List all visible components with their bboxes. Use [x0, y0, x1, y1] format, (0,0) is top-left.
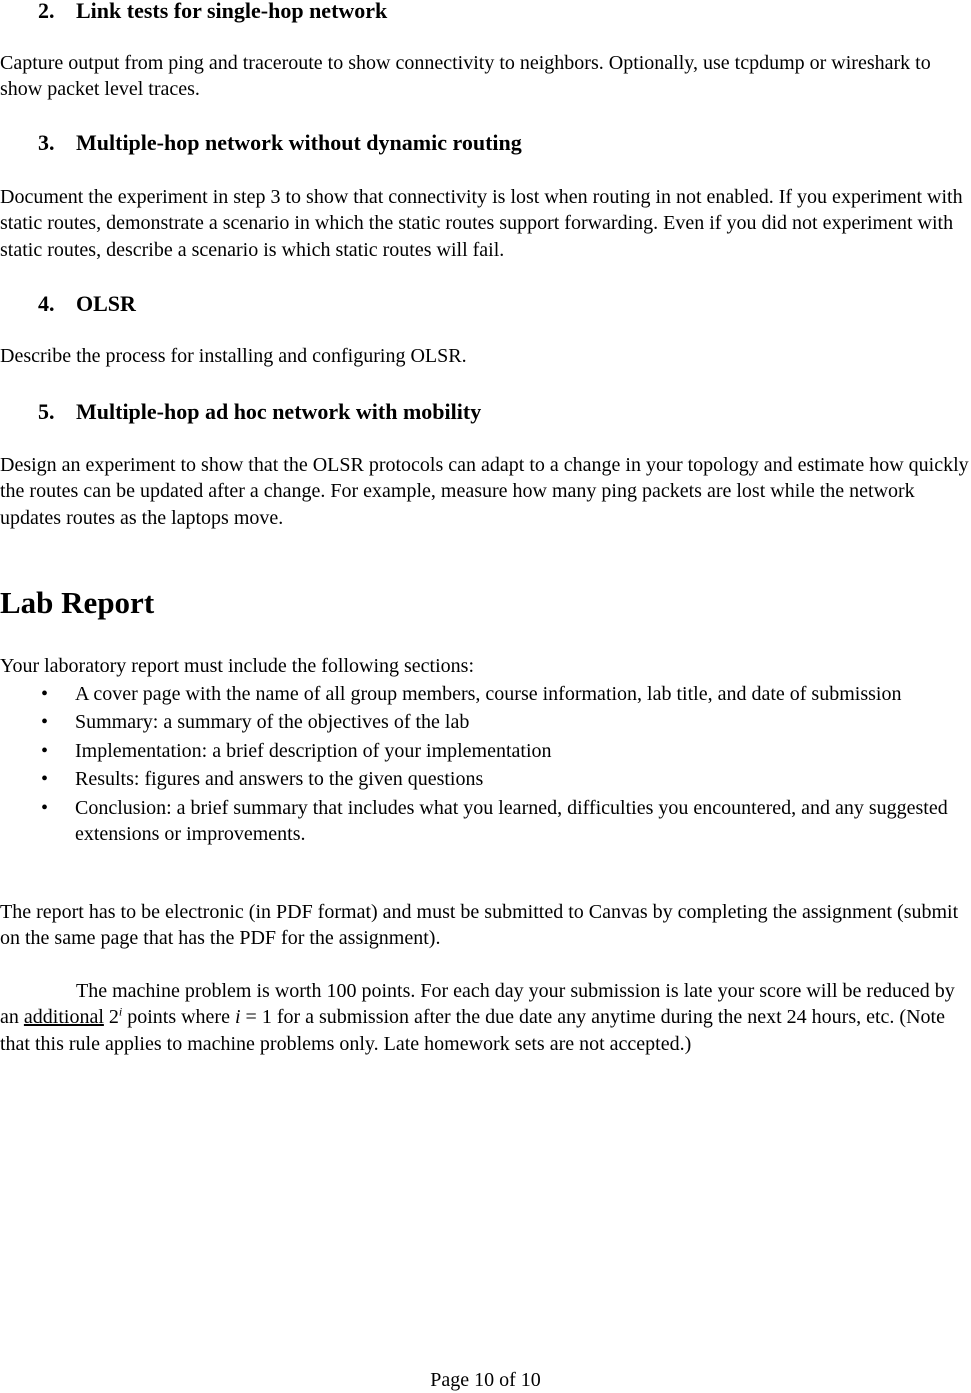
section-5-number: 5. [38, 399, 55, 424]
grading-text-1: The machine problem is worth 100 points. For each day your submission is late your score will be reduced by an [0, 980, 955, 1029]
section-4-number: 4. [38, 291, 55, 316]
lab-report-heading: Lab Report [0, 585, 155, 620]
bullet-icon: • [41, 739, 49, 762]
section-3-number: 3. [38, 130, 55, 155]
grading-paragraph [0, 978, 971, 1057]
page-number-footer: Page 10 of 10 [430, 1369, 541, 1391]
list-item-text: A cover page with the name of all group members, course information, lab title, and date of submission [75, 683, 902, 705]
list-item [0, 795, 955, 848]
bullet-icon: • [41, 711, 49, 734]
section-5-body: Design an experiment to show that the OLSR protocols can adapt to a change in your topology and estimate how quickly the routes can be updated after a change. For example, measure how many ping packets are lost while the network updates routes as the laptops move. [0, 454, 969, 529]
section-3-title: Multiple-hop network without dynamic routing [76, 130, 522, 155]
list-item [0, 738, 955, 764]
lab-report-intro: Your laboratory report must include the following sections: [0, 655, 475, 677]
section-5-title: Multiple-hop ad hoc network with mobility [76, 399, 482, 424]
bullet-icon: • [41, 683, 49, 705]
section-3-body: Document the experiment in step 3 to show that connectivity is lost when routing in not enabled. If you experiment with static routes, demonstrate a scenario in which the static routes support forwarding. Even if you did not experiment with static routes, describe a scenario is which static routes will fail. [0, 186, 963, 261]
grading-text-3: points where [122, 1006, 235, 1029]
list-item [0, 709, 955, 735]
grading-text-4: = 1 for a submission after the due date any anytime during the next 24 hours, etc. (Note that this rule applies to machine problems only. Late homework sets are not accepted.) [0, 1006, 945, 1055]
bullet-icon: • [41, 768, 49, 791]
list-item-text: Implementation: a brief description of your implementation [75, 739, 552, 762]
list-item [0, 766, 955, 792]
section-2-title: Link tests for single-hop network [76, 0, 388, 23]
section-2-number: 2. [38, 0, 55, 23]
bullet-icon: • [41, 796, 49, 819]
section-2-body: Capture output from ping and traceroute to show connectivity to neighbors. Optionally, use tcpdump or wireshark to show packet level traces. [0, 52, 931, 101]
grading-text-2: 2 [103, 1006, 119, 1029]
submission-paragraph: The report has to be electronic (in PDF format) and must be submitted to Canvas by completing the assignment (submit on the same page that has the PDF for the assignment). [0, 901, 959, 950]
list-item-text: Conclusion: a brief summary that includes what you learned, difficulties you encountered, and any suggested extensions or improvements. [75, 796, 948, 846]
list-item-text: Summary: a summary of the objectives of the lab [75, 711, 470, 734]
lab-report-sections-list [0, 681, 971, 847]
list-item-text: Results: figures and answers to the given questions [75, 768, 484, 791]
section-4-body: Describe the process for installing and configuring OLSR. [0, 345, 467, 367]
section-4-title: OLSR [76, 291, 136, 316]
grading-underlined-word: additional [23, 1006, 104, 1029]
list-item [0, 681, 955, 707]
grading-superscript: i [118, 1004, 123, 1019]
grading-variable: i [234, 1006, 241, 1029]
